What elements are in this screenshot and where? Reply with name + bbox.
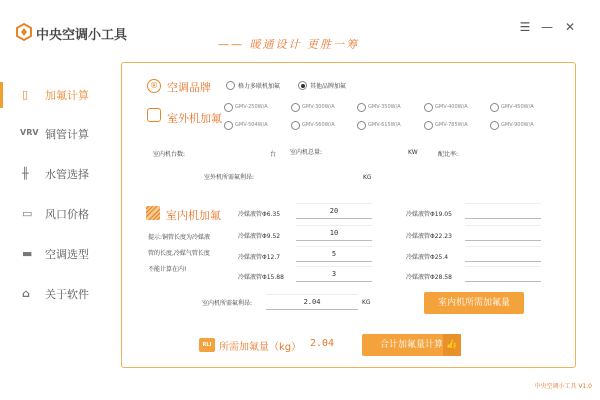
pipe-length-input-15.88[interactable] bbox=[296, 266, 372, 282]
pipe-label: 冷媒液管Φ12.7 bbox=[238, 254, 281, 261]
indoor-count-label: 室内机台数: bbox=[153, 151, 186, 158]
indoor-unit-icon bbox=[146, 206, 160, 220]
indoor-calc-button[interactable]: 室内机所需加氟量 bbox=[424, 292, 524, 314]
indoor-refrigerant-label: 室内机所需氟利昂: bbox=[202, 300, 253, 307]
sidebar-item-copper-pipe[interactable] bbox=[0, 115, 115, 153]
model-label: GMV-615W/A bbox=[368, 122, 401, 128]
pipe-label: 冷媒液管Φ28.58 bbox=[406, 274, 452, 281]
model-label: GMV-900W/A bbox=[501, 122, 534, 128]
sidebar-item-label: 加氟计算 bbox=[45, 89, 89, 102]
brand-icon: ® bbox=[147, 79, 161, 93]
indoor-refrigerant-unit: KG bbox=[362, 299, 371, 306]
close-button[interactable]: ✕ bbox=[564, 20, 576, 34]
model-label: GMV-250W/A bbox=[235, 104, 268, 110]
total-badge-icon: RLI bbox=[199, 338, 215, 352]
model-label: GMV-400W/A bbox=[435, 104, 468, 110]
total-label: 所需加氟量（kg） bbox=[219, 342, 302, 353]
outdoor-title: 室外机加氟 bbox=[167, 112, 222, 125]
total-value: 2.04 bbox=[310, 338, 335, 349]
model-label: GMV-350W/A bbox=[368, 104, 401, 110]
pipe-hint-line: 管的长度,冷媒气管长度 bbox=[148, 250, 210, 257]
sidebar-item-label: 水管选择 bbox=[45, 168, 89, 181]
sidebar-item-water-pipe[interactable] bbox=[0, 155, 115, 193]
app-logo-icon bbox=[14, 22, 34, 42]
pipe-length-input-25.4[interactable] bbox=[465, 246, 541, 262]
brand-option-other: 其他品牌加氟 bbox=[310, 83, 347, 90]
model-radio[interactable] bbox=[224, 121, 233, 130]
pipe-length-input-28.58[interactable] bbox=[465, 266, 541, 282]
sidebar-item-vent-price[interactable] bbox=[0, 195, 115, 233]
model-radio[interactable] bbox=[357, 103, 366, 112]
slogan: —— 暖通设计 更胜一筹 bbox=[218, 38, 359, 51]
indoor-total-unit: KW bbox=[408, 149, 418, 156]
indoor-count-unit: 台 bbox=[270, 151, 277, 158]
pipe-length-input-22.23[interactable] bbox=[465, 225, 541, 241]
model-label: GMV-450W/A bbox=[501, 104, 534, 110]
version-label: 中央空调小工具 V1.0 bbox=[534, 383, 592, 390]
sidebar-item-label: 铜管计算 bbox=[45, 128, 89, 141]
brand-option-gree: 格力多联机加氟 bbox=[238, 83, 281, 90]
ac-unit-icon: ▬ bbox=[22, 247, 33, 260]
minimize-button[interactable]: — bbox=[541, 20, 553, 34]
brand-radio-other[interactable] bbox=[298, 81, 307, 90]
vent-icon: ▭ bbox=[22, 207, 33, 220]
pipe-hint-line: 不能计算在内! bbox=[148, 266, 187, 273]
pipe-length-input-19.05[interactable] bbox=[465, 203, 541, 219]
model-label: GMV-785W/A bbox=[435, 122, 468, 128]
menu-icon[interactable]: ☰ bbox=[519, 20, 531, 34]
pipe-length-input-9.52[interactable] bbox=[296, 225, 372, 241]
model-radio[interactable] bbox=[490, 121, 499, 130]
ratio-label: 配比率: bbox=[438, 151, 459, 158]
thumbs-up-icon: 👍 bbox=[443, 334, 461, 356]
indoor-refrigerant-output bbox=[266, 294, 358, 310]
model-radio[interactable] bbox=[357, 121, 366, 130]
model-radio[interactable] bbox=[291, 103, 300, 112]
sidebar-item-label: 关于软件 bbox=[45, 288, 89, 301]
model-radio[interactable] bbox=[424, 103, 433, 112]
model-label: GMV-560W/A bbox=[302, 122, 335, 128]
clipboard-icon: ▯ bbox=[22, 88, 29, 101]
pipe-label: 冷媒液管Φ9.52 bbox=[238, 233, 281, 240]
pipe-label: 冷媒液管Φ19.05 bbox=[406, 211, 452, 218]
model-radio[interactable] bbox=[224, 103, 233, 112]
sidebar-item-refrigerant[interactable] bbox=[0, 76, 115, 114]
sidebar-item-ac-selection[interactable] bbox=[0, 235, 115, 273]
home-icon: ⌂ bbox=[22, 287, 30, 300]
pipe-label: 冷媒液管Φ15.88 bbox=[238, 274, 284, 281]
pipe-label: 冷媒液管Φ22.23 bbox=[406, 233, 452, 240]
pipe-length-input-6.35[interactable] bbox=[296, 203, 372, 219]
model-label: GMV-300W/A bbox=[302, 104, 335, 110]
pipe-label: 冷媒液管Φ25.4 bbox=[406, 254, 449, 261]
pipe-length-input-12.7[interactable] bbox=[296, 246, 372, 262]
pipe-icon: ╫ bbox=[22, 167, 29, 180]
pipe-label: 冷媒液管Φ6.35 bbox=[238, 211, 281, 218]
outdoor-refrigerant-unit: KG bbox=[363, 174, 372, 181]
indoor-total-label: 室内机总量: bbox=[290, 149, 323, 156]
model-radio[interactable] bbox=[424, 121, 433, 130]
model-label: GMV-504W/A bbox=[235, 122, 268, 128]
brand-radio-gree[interactable] bbox=[226, 81, 235, 90]
sidebar-item-about[interactable] bbox=[0, 275, 115, 313]
indoor-title: 室内机加氟 bbox=[166, 209, 221, 222]
outdoor-unit-icon bbox=[147, 108, 161, 122]
sidebar-item-label: 风口价格 bbox=[45, 208, 89, 221]
pipe-hint-line: 提示:铜管长度为冷媒液 bbox=[148, 234, 211, 241]
active-indicator bbox=[0, 82, 3, 108]
sidebar-item-label: 空调选型 bbox=[45, 248, 89, 261]
vrv-icon: VRV bbox=[20, 128, 39, 137]
app-title: 中央空调小工具 bbox=[36, 28, 128, 43]
brand-title: 空调品牌 bbox=[167, 81, 211, 94]
model-radio[interactable] bbox=[291, 121, 300, 130]
total-calc-button[interactable]: 合计加氟量计算 bbox=[362, 334, 461, 356]
model-radio[interactable] bbox=[490, 103, 499, 112]
outdoor-refrigerant-label: 室外机所需氟利昂: bbox=[204, 174, 255, 181]
